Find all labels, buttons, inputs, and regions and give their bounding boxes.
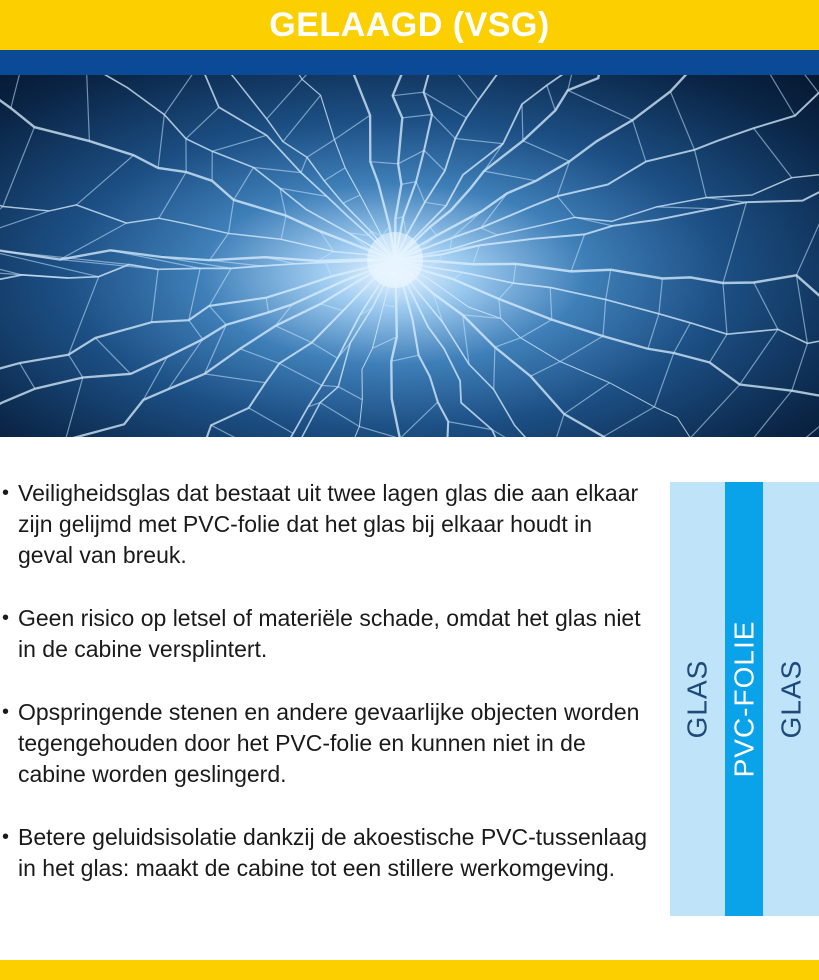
- pvc-layer: [725, 482, 763, 916]
- list-item: [0, 603, 650, 665]
- list-item: [0, 478, 650, 571]
- glass-layer-diagram: [670, 482, 819, 916]
- list-item: [0, 697, 650, 790]
- list-item-text: Betere geluidsisolatie dankzij de akoestische PVC-tussenlaag in het glas: maakt de cabine tot een stillere werkomgeving.: [18, 824, 648, 881]
- glass-label-left: GLAS: [681, 659, 713, 739]
- glass-label-right: GLAS: [775, 659, 807, 739]
- page-title: GELAAGD (VSG): [269, 5, 550, 44]
- glass-cracks: [0, 75, 819, 437]
- bullet-icon: •: [2, 826, 10, 848]
- header-band: [0, 50, 819, 75]
- bullet-icon: •: [2, 701, 10, 723]
- footer-bar: [0, 960, 819, 980]
- title-bar: [0, 0, 819, 50]
- list-item-text: Veiligheidsglas dat bestaat uit twee lagen glas die aan elkaar zijn gelijmd met PVC-folie dat het glas bij elkaar houdt in geval van breuk.: [18, 480, 639, 568]
- glass-layer-left: [670, 482, 725, 916]
- bullet-icon: •: [2, 607, 10, 629]
- list-item-text: Opspringende stenen en andere gevaarlijke objecten worden tegengehouden door het PVC-folie en kunnen niet in de cabine worden geslingerd.: [18, 699, 640, 787]
- glass-layer-right: [763, 482, 819, 916]
- list-item-text: Geen risico op letsel of materiële schade, omdat het glas niet in de cabine versplintert.: [18, 605, 641, 662]
- feature-list: [0, 478, 650, 916]
- pvc-label: PVC-FOLIE: [728, 620, 759, 778]
- list-item: [0, 822, 650, 884]
- shattered-glass-photo: [0, 75, 819, 437]
- bullet-icon: •: [2, 482, 10, 504]
